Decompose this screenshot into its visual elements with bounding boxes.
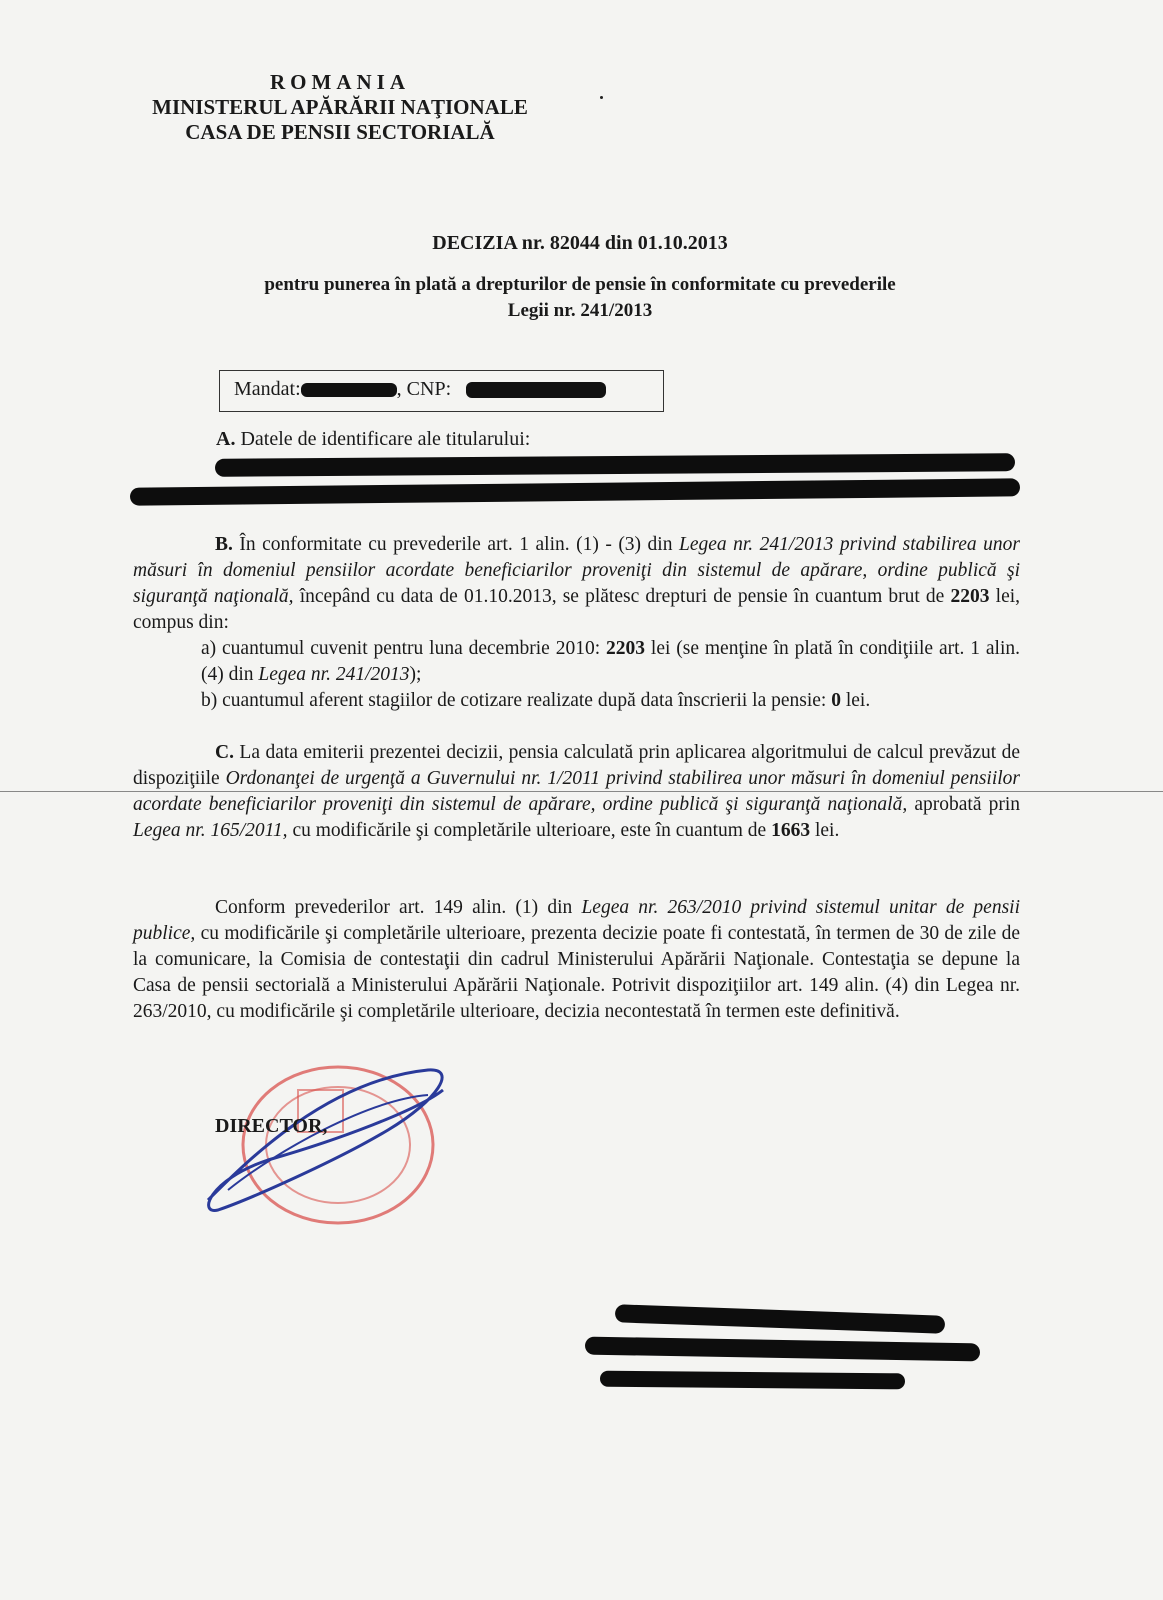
signer-redaction-3: [600, 1371, 905, 1390]
id-box: [219, 370, 664, 412]
decision-subject: [140, 272, 1020, 324]
section-b-amount: 2203: [950, 586, 990, 607]
letterhead: [130, 70, 550, 145]
section-a-text: Datele de identificare ale titularului:: [240, 428, 531, 450]
signer-redaction-2: [585, 1337, 980, 1362]
item-a-amount: 2203: [606, 638, 646, 659]
stray-dot: [600, 96, 603, 99]
item-a-end: );: [409, 664, 422, 685]
item-b-prefix: b) cuantumul aferent stagiilor de cotizare realizate după data înscrierii la pensie:: [201, 690, 827, 711]
item-a-law: Legea nr. 241/2013: [258, 664, 410, 685]
decision-subject-line2: Legii nr. 241/2013: [507, 300, 653, 321]
section-a: [216, 428, 530, 451]
section-c-law-2: Legea nr. 165/2011,: [133, 820, 288, 841]
section-c-text: La data emiterii prezentei decizii, pensia calculată prin aplicarea algoritmului de calcul prevăzut de dispoziţiile: [133, 742, 1021, 789]
section-b-law: Legea nr. 241/2013 privind stabilirea unor măsuri în domeniul pensiilor acordate beneficiarilor proveniţi din sistemul de apărare, ordine publică şi siguranţă naţională,: [133, 534, 1020, 607]
section-b: [133, 532, 1020, 714]
appeal-text-rest: cu modificările şi completările ulterioare, prezenta decizie poate fi contestată, în termen de 30 de zile de la comunicare, la Comisia de contestaţii din cadrul Ministerului Apărării Naţionale. Contestaţia se depune la Casa de pensii sectorială a Ministerului Apărării Naţionale. Potrivit dispoziţiilor art. 149 alin. (4) din Legea nr. 263/2010, cu modificările şi completările ulterioare, decizia necontestată în termen este definitivă.: [133, 923, 1021, 1022]
decision-subject-line1: pentru punerea în plată a drepturilor de pensie în conformitate cu prevederile: [264, 274, 896, 295]
section-c-law: Ordonanţei de urgenţă a Guvernului nr. 1/2011 privind stabilirea unor măsuri în domeniul pensiilor acordate beneficiarilor proveniţi din sistemul de apărare, ordine publică şi siguranţă naţională,: [133, 768, 1020, 815]
signer-redaction-1: [615, 1304, 945, 1334]
official-stamp-and-signature: [188, 1040, 488, 1250]
section-c-text-3: cu modificările şi completările ulterioare, este în cuantum de: [292, 820, 767, 841]
section-b-text-2: începând cu data de 01.10.2013, se plătesc drepturi de pensie în cuantum brut de: [299, 586, 945, 607]
appeal-text: Conform prevederilor art. 149 alin. (1) din: [215, 897, 573, 918]
director-label: DIRECTOR,: [215, 1115, 328, 1137]
item-a-middle: lei (se menţine în plată în condiţiile art. 1 alin. (4) din: [201, 638, 1021, 685]
letterhead-office: CASA DE PENSII SECTORIALĂ: [185, 120, 495, 144]
holder-data-redaction-2: [130, 478, 1020, 505]
section-c-text-end: lei.: [814, 820, 840, 841]
section-a-letter: A.: [216, 428, 236, 450]
section-c-letter: C.: [215, 742, 234, 763]
cnp-label: , CNP:: [396, 378, 452, 400]
item-b-end: lei.: [845, 690, 871, 711]
section-b-text: În conformitate cu prevederile art. 1 alin. (1) - (3) din: [239, 534, 673, 555]
section-c-text-2: aprobată prin: [914, 794, 1021, 815]
mandat-redaction: [301, 383, 397, 397]
section-b-letter: B.: [215, 534, 233, 555]
item-b-amount: 0: [831, 690, 841, 711]
holder-data-redaction: [215, 453, 1015, 477]
cnp-redaction: [466, 382, 606, 398]
letterhead-country: ROMANIA: [270, 70, 410, 94]
mandat-label: Mandat:: [234, 378, 301, 400]
section-c-amount: 1663: [771, 820, 811, 841]
item-a-prefix: a) cuantumul cuvenit pentru luna decembrie 2010:: [201, 638, 601, 659]
appeal-law: Legea nr. 263/2010 privind sistemul unitar de pensii publice,: [133, 897, 1021, 944]
decision-title: DECIZIA nr. 82044 din 01.10.2013: [432, 232, 728, 254]
section-b-text-end: lei, compus din:: [133, 586, 1021, 633]
letterhead-ministry: MINISTERUL APĂRĂRII NAŢIONALE: [152, 95, 528, 119]
section-c: [133, 740, 1020, 844]
appeal-paragraph: [133, 895, 1020, 1025]
